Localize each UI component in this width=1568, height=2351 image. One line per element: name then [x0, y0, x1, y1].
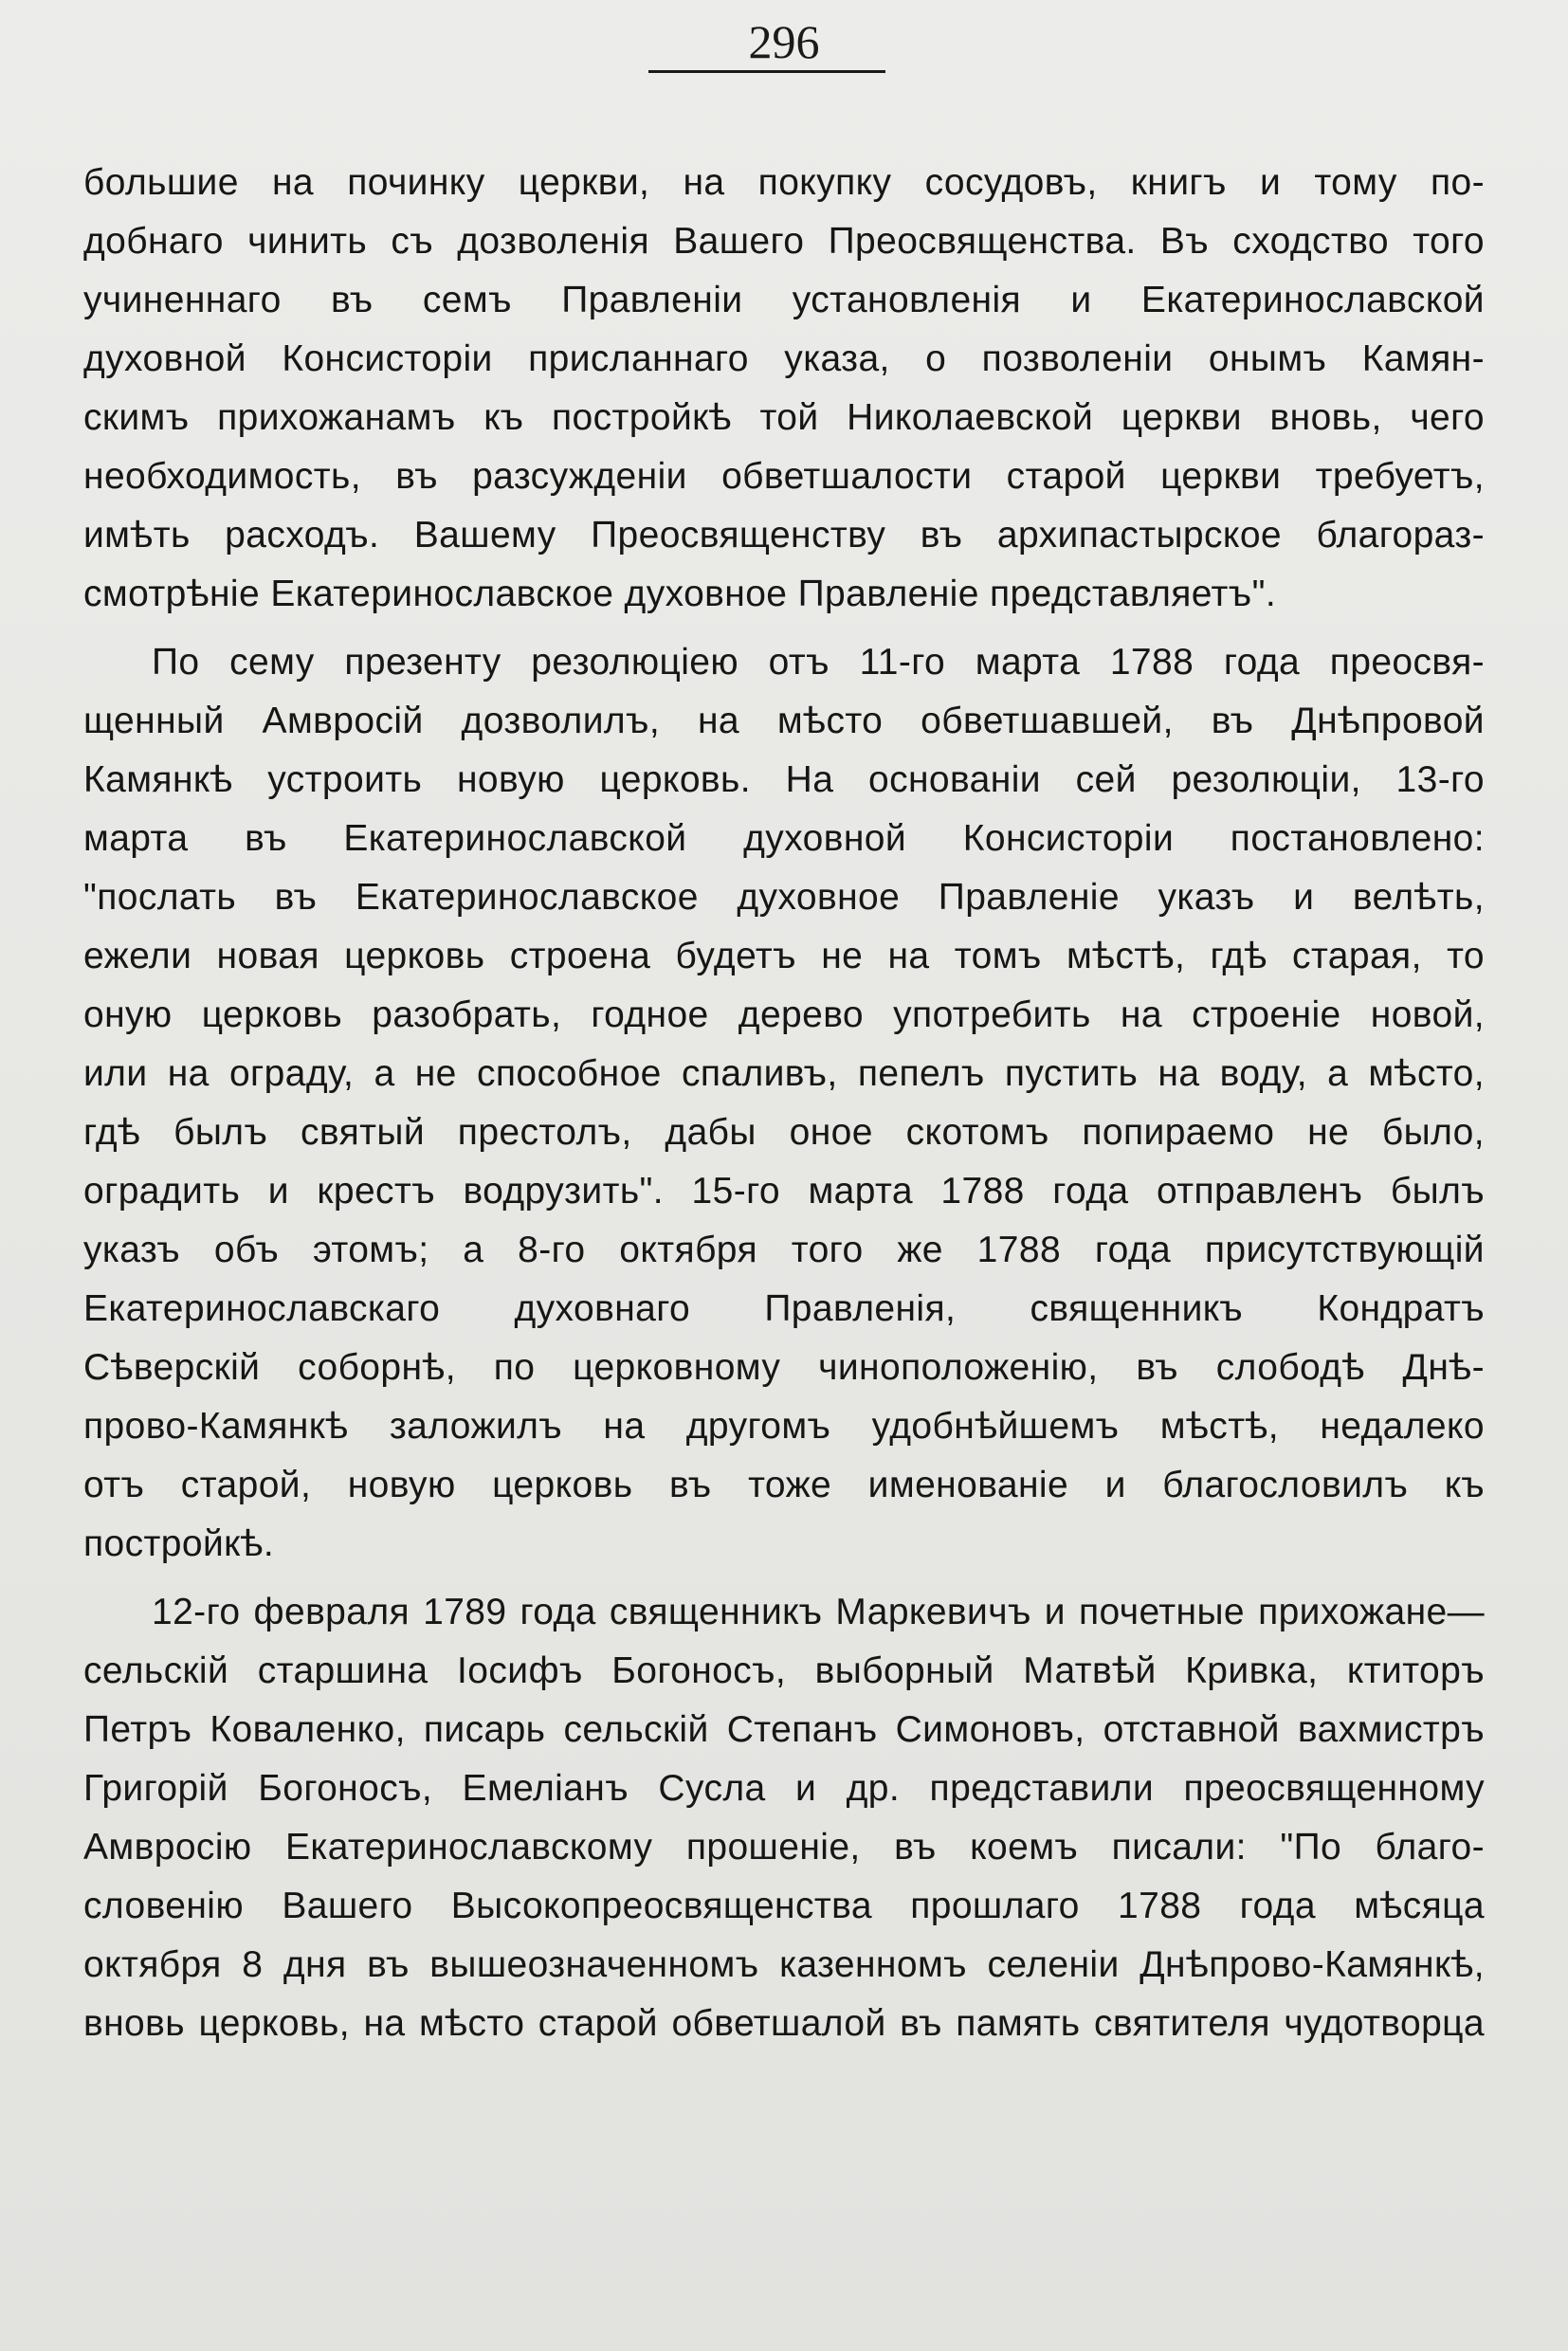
text-line: словенію Вашего Высокопреосвященства прошлаго 1788 года мѣсяца: [83, 1886, 1485, 1926]
text-line: оградить и крестъ водрузить". 15-го марта 1788 года отправленъ былъ: [83, 1171, 1485, 1212]
text-line: По сему презенту резолюціею отъ 11-го марта 1788 года преосвя-: [152, 642, 1485, 683]
text-line: гдѣ былъ святый престолъ, дабы оное скотомъ попираемо не было,: [83, 1112, 1485, 1153]
text-line: Петръ Коваленко, писарь сельскій Степанъ Симоновъ, отставной вахмистръ: [83, 1709, 1485, 1750]
text-line: учиненнаго въ семъ Правленіи установленія и Екатеринославской: [83, 280, 1485, 320]
text-line: смотрѣніе Екатеринославское духовное Правленіе представляетъ".: [83, 574, 1277, 614]
text-line: Сѣверскій соборнѣ, по церковному чиноположенію, въ слободѣ Днѣ-: [83, 1347, 1485, 1388]
text-line: Амвросію Екатеринославскому прошеніе, въ коемъ писали: "По благо-: [83, 1827, 1485, 1868]
body-text: [83, 154, 1485, 2053]
text-line: большие на починку церкви, на покупку сосудовъ, книгъ и тому по-: [83, 162, 1485, 203]
text-line: указъ объ этомъ; а 8-го октября того же 1788 года присутствующій: [83, 1230, 1485, 1270]
text-line: постройкѣ.: [83, 1523, 275, 1564]
text-line: ежели новая церковь строена будетъ не на томъ мѣстѣ, гдѣ старая, то: [83, 936, 1485, 976]
text-line: необходимость, въ разсужденіи обветшалости старой церкви требуетъ,: [83, 456, 1485, 497]
text-line: добнаго чинить съ дозволенія Вашего Преосвященства. Въ сходство того: [83, 221, 1485, 262]
text-line: "послать въ Екатеринославское духовное Правленіе указъ и велѣть,: [83, 877, 1485, 918]
text-line: марта въ Екатеринославской духовной Консисторіи постановлено:: [83, 818, 1485, 859]
text-line: отъ старой, новую церковь въ тоже именованіе и благословилъ къ: [83, 1465, 1485, 1505]
text-line: или на ограду, а не способное спаливъ, пепелъ пустить на воду, а мѣсто,: [83, 1053, 1485, 1094]
text-line: Григорій Богоносъ, Емеліанъ Сусла и др. представили преосвященному: [83, 1768, 1485, 1809]
text-line: оную церковь разобрать, годное дерево употребить на строеніе новой,: [83, 994, 1485, 1035]
page-number-rule: [648, 70, 885, 73]
text-line: сельскій старшина Іосифъ Богоносъ, выборный Матвѣй Кривка, ктиторъ: [83, 1650, 1485, 1691]
paragraph: [83, 1583, 1485, 2053]
text-line: октября 8 дня въ вышеозначенномъ казенномъ селеніи Днѣпрово-Камянкѣ,: [83, 1944, 1485, 1985]
page-number: 296: [748, 15, 820, 68]
text-line: скимъ прихожанамъ къ постройкѣ той Николаевской церкви вновь, чего: [83, 397, 1485, 438]
text-line: щенный Амвросій дозволилъ, на мѣсто обветшавшей, въ Днѣпровой: [83, 701, 1485, 741]
text-line: духовной Консисторіи присланнаго указа, о позволеніи онымъ Камян-: [83, 338, 1485, 379]
text-line: Екатеринославскаго духовнаго Правленія, священникъ Кондратъ: [83, 1288, 1485, 1329]
text-line: Камянкѣ устроить новую церковь. На основаніи сей резолюціи, 13-го: [83, 759, 1485, 800]
text-line: 12-го февраля 1789 года священникъ Маркевичъ и почетные прихожане—: [152, 1592, 1485, 1632]
paragraph: [83, 154, 1485, 624]
text-line: имѣть расходъ. Вашему Преосвященству въ архипастырское благораз-: [83, 515, 1485, 556]
paragraph: [83, 633, 1485, 1574]
text-line: вновь церковь, на мѣсто старой обветшалой въ память святителя чудотворца: [83, 2003, 1485, 2044]
text-line: прово-Камянкѣ заложилъ на другомъ удобнѣйшемъ мѣстѣ, недалеко: [83, 1406, 1485, 1447]
